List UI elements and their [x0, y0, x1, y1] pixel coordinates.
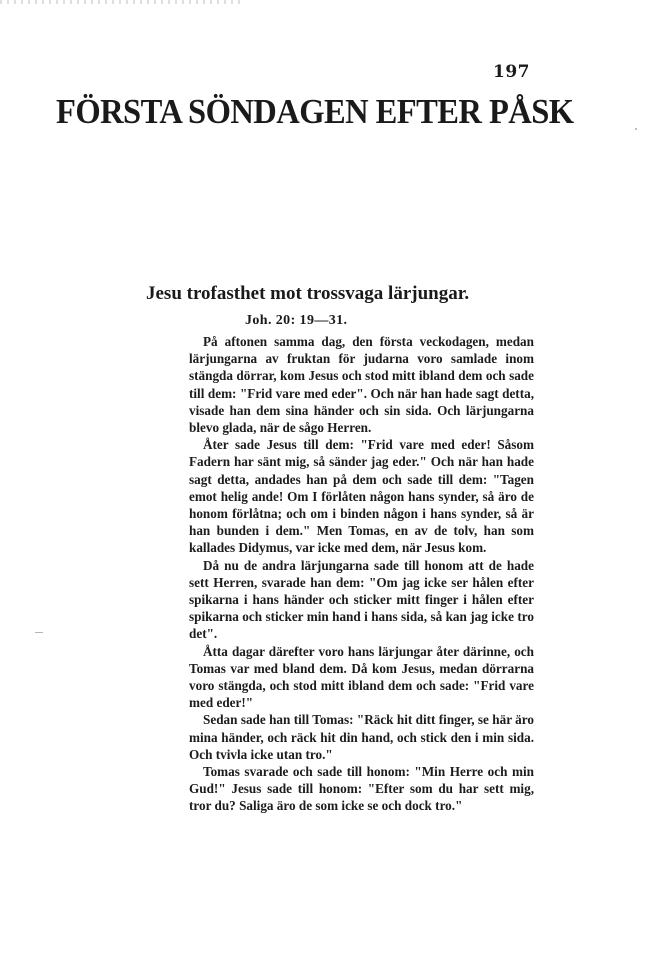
paragraph: På aftonen samma dag, den första veckodagen, medan lärjungarna av fruktan för judarna voro samlade inom stängda dörrar, kom Jesus och stod mitt ibland dem och sade till dem: "Frid vare med eder". Och när han hade sagt detta, visade han dem sina händer och sin sida. Och lärjungarna blevo glada, när de sågo Herren. [189, 334, 534, 436]
paragraph: Tomas svarade och sade till honom: "Min Herre och min Gud!" Jesus sade till honom: "Efter som du har sett mig, tror du? Saliga äro de som icke se och dock tro." [189, 764, 534, 814]
paragraph: Åter sade Jesus till dem: "Frid vare med eder! Såsom Fadern har sänt mig, så sänder jag eder." Och när han hade sagt detta, andades han på dem och sade till dem: "Tagen emot helig ande! Om I förlåten någon hans synder, så äro de honom förlåtna; och om i binden någon i hans synder, så är han bunden i dem." Men Tomas, en av de tolv, han som kallades Didymus, var icke med dem, när Jesus kom. [189, 437, 534, 556]
page-number: 197 [493, 62, 530, 82]
paragraph: Sedan sade han till Tomas: "Räck hit ditt finger, se här äro mina händer, och räck hit din hand, och stick den i min sida. Och tvivla icke utan tro." [189, 712, 534, 762]
paragraph: Åtta dagar därefter voro hans lärjungar åter därinne, och Tomas var med bland dem. Då kom Jesus, medan dörrarna voro stängda, och stod mitt ibland dem och sade: "Frid vare med eder!" [189, 643, 534, 711]
chapter-title: FÖRSTA SÖNDAGEN EFTER PÅSK [56, 92, 574, 131]
section-heading: Jesu trofasthet mot trossvaga lärjungar. [146, 283, 470, 304]
scripture-text [189, 333, 534, 815]
scan-artifact [0, 0, 240, 4]
scan-speck [635, 128, 637, 130]
scripture-reference: Joh. 20: 19—31. [245, 313, 348, 328]
paragraph: Då nu de andra lärjungarna sade till honom att de hade sett Herren, svarade han dem: "Om jag icke ser hålen efter spikarna i hans händer och sticker mitt finger i hålen efter spikarna och sticker min hand i hans sida, så kan jag icke tro det". [189, 557, 534, 642]
margin-mark [35, 632, 43, 633]
